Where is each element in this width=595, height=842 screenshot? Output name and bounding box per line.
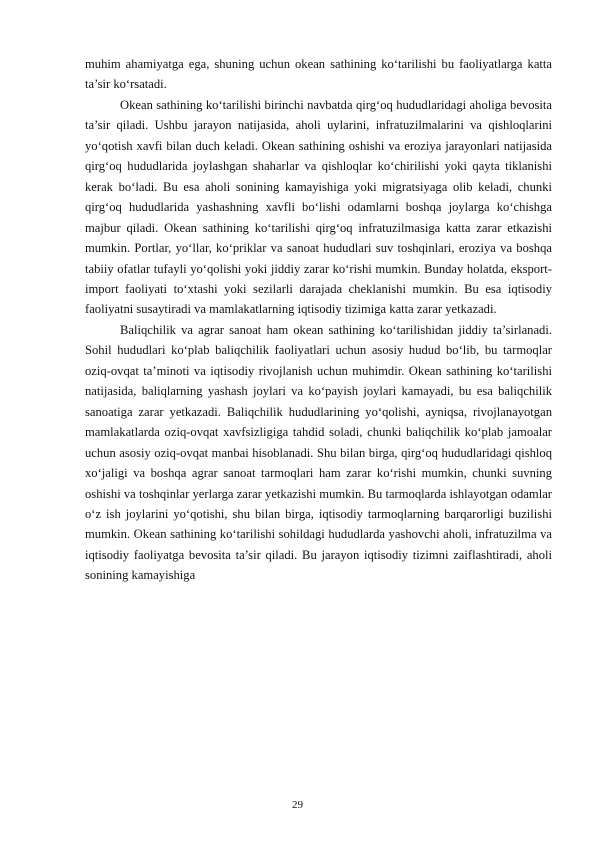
paragraph-continuation: muhim ahamiyatga ega, shuning uchun okean sathining ko‘tarilishi bu faoliyatlarga katta ta’sir ko‘rsatadi. <box>85 57 552 92</box>
body-text <box>85 54 552 586</box>
page-number: 29 <box>292 799 303 811</box>
paragraph-coastal-impact: Okean sathining ko‘tarilishi birinchi navbatda qirg‘oq hududlaridagi aholiga bevosita ta’sir qiladi. Ushbu jarayon natijasida, aholi uylarini, infratuzilmalarini va qishloqlarini yo‘qotish xavfi bilan duch keladi. Okean sathining oshishi va eroziya jarayonlari natijasida qirg‘oq hududlarida joylashgan shaharlar va qishloqlar ko‘chirilishi yoki qayta tiklanishi kerak bo‘ladi. Bu esa aholi sonining kamayishiga yoki migratsiyaga olib keladi, chunki qirg‘oq hududlarida yashashning xavfli bo‘lishi odamlarni boshqa joylarga ko‘chishga majbur qiladi. Okean sathining ko‘tarilishi qirg‘oq infratuzilmasiga katta zarar etkazishi mumkin. Portlar, yo‘llar, ko‘priklar va sanoat hududlari suv toshqinlari, eroziya va boshqa tabiiy ofatlar tufayli yo‘qolishi yoki jiddiy zarar ko‘rishi mumkin. Bunday holatda, eksport-import faoliyati to‘xtashi yoki sezilarli darajada cheklanishi mumkin. Bu esa iqtisodiy faoliyatni susaytiradi va mamlakatlarning iqtisodiy tizimiga katta zarar yetkazadi. <box>85 97 552 317</box>
paragraph-fishing-agriculture: Baliqchilik va agrar sanoat ham okean sathining ko‘tarilishidan jiddiy ta’sirlanadi. Sohil hududlari ko‘plab baliqchilik faoliyatlari uchun asosiy hudud bo‘lib, bu tarmoqlar oziq-ovqat ta’minoti va iqtisodiy rivojlanish uchun muhimdir. Okean sathining ko‘tarilishi natijasida, baliqlarning yashash joylari va ko‘payish joylari kamayadi, bu esa baliqchilik sanoatiga zarar yetkazadi. Baliqchilik hududlarining yo‘qolishi, ayniqsa, rivojlanayotgan mamlakatlarda oziq-ovqat xavfsizligiga tahdid soladi, chunki baliqchilik ko‘plab jamoalar uchun asosiy oziq-ovqat manbai hisoblanadi. Shu bilan birga, qirg‘oq hududlaridagi qishloq xo‘jaligi va boshqa agrar sanoat tarmoqlari ham zarar ko‘rishi mumkin, chunki suvning oshishi va toshqinlar yerlarga zarar yetkazishi mumkin. Bu tarmoqlarda ishlayotgan odamlar o‘z ish joylarini yo‘qotishi, shu bilan birga, iqtisodiy tarmoqlarning barqarorligi buzilishi mumkin. Okean sathining ko‘tarilishi sohildagi hududlarda yashovchi aholi, infratuzilma va iqtisodiy faoliyatga bevosita ta’sir qiladi. Bu jarayon iqtisodiy tizimni zaiflashtiradi, aholi sonining kamayishiga <box>85 322 552 583</box>
